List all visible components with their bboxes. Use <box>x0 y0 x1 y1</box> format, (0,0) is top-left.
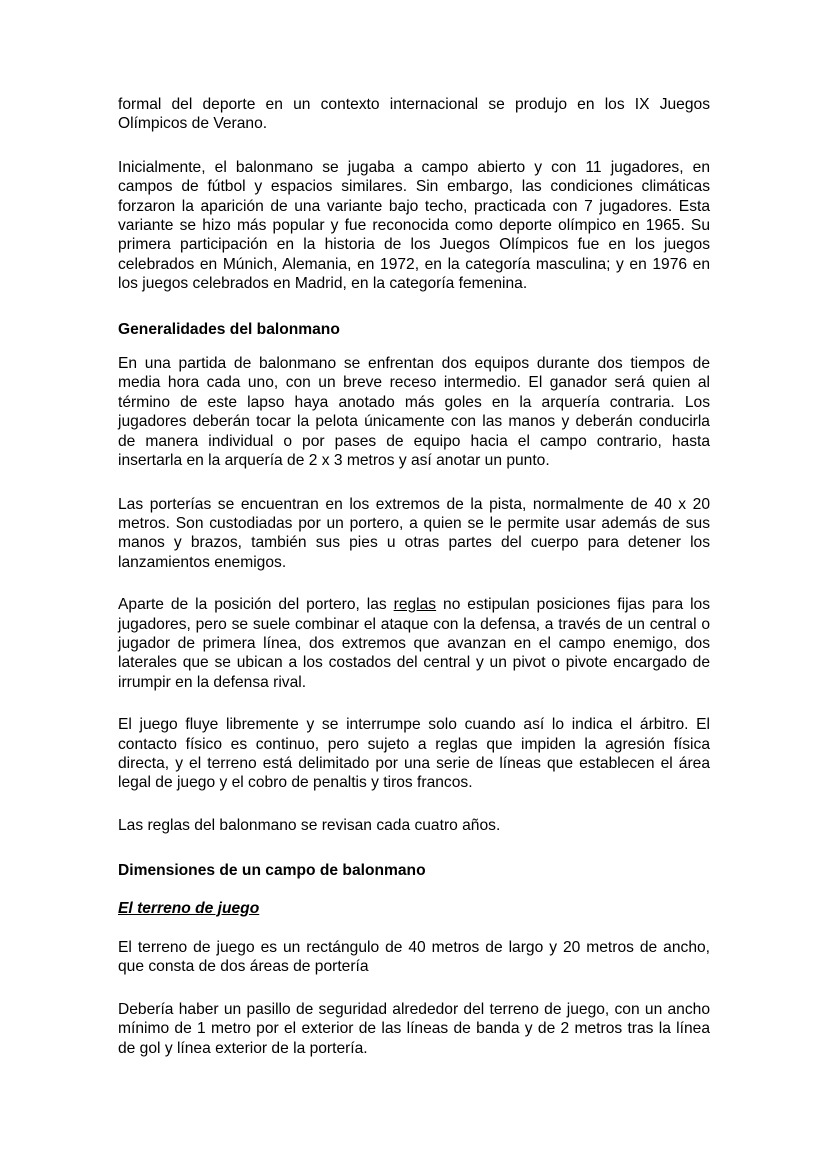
paragraph-game-flow: El juego fluye libremente y se interrumpe solo cuando así lo indica el árbitro. El contacto físico es continuo, pero sujeto a reglas que impiden la agresión física directa, y el terreno está delimitado por una serie de líneas que establecen el área legal de juego y el cobro de penaltis y tiros francos. <box>118 716 710 792</box>
heading-dimensiones: Dimensiones de un campo de balonmano <box>118 862 426 880</box>
positions-text-end: no estipulan posiciones fijas para los jugadores, pero se suele combinar el ataque con la defensa, a través de un central o jugador de primera línea, dos extremos que avanzan en el campo enemigo, dos laterales que se ubican a los costados del central y un pivot o pivote encargado de irrumpir en la defensa rival. <box>118 596 710 691</box>
paragraph-positions <box>118 595 710 692</box>
paragraph-rules-review: Las reglas del balonmano se revisan cada cuatro años. <box>118 816 501 834</box>
paragraph-safety-corridor: Debería haber un pasillo de seguridad alrededor del terreno de juego, con un ancho mínimo de 1 metro por el exterior de las líneas de banda y de 2 metros tras la línea de gol y línea exterior de la portería. <box>118 1000 710 1057</box>
paragraph-goals: Las porterías se encuentran en los extremos de la pista, normalmente de 40 x 20 metros. Son custodiadas por un portero, a quien se le permite usar además de sus manos y brazos, también sus pies u otras partes del cuerpo para detener los lanzamientos enemigos. <box>118 495 710 571</box>
heading-generalidades: Generalidades del balonmano <box>118 320 340 338</box>
positions-text-start: Aparte de la posición del portero, las <box>118 596 394 614</box>
paragraph-field-size: El terreno de juego es un rectángulo de 40 metros de largo y 20 metros de ancho, que consta de dos áreas de portería <box>118 939 710 976</box>
heading-terreno-de-juego: El terreno de juego <box>118 899 260 917</box>
paragraph-history: Inicialmente, el balonmano se jugaba a campo abierto y con 11 jugadores, en campos de fútbol y espacios similares. Sin embargo, las condiciones climáticas forzaron la aparición de una variante bajo techo, practicada con 7 jugadores. Esta variante se hizo más popular y fue reconocida como deporte olímpico en 1965. Su primera participación en la historia de los Juegos Olímpicos fue en los juegos celebrados en Múnich, Alemania, en 1972, en la categoría masculina; y en 1976 en los juegos celebrados en Madrid, en la categoría femenina. <box>118 158 710 293</box>
reglas-link[interactable]: reglas <box>393 596 437 614</box>
paragraph-olympic-intro: formal del deporte en un contexto internacional se produjo en los IX Juegos Olímpicos de Verano. <box>118 96 710 133</box>
paragraph-match-overview: En una partida de balonmano se enfrentan dos equipos durante dos tiempos de media hora cada uno, con un breve receso intermedio. El ganador será quien al término de este lapso haya anotado más goles en la arquería contraria. Los jugadores deberán tocar la pelota únicamente con las manos y deberán conducirla de manera individual o por pases de equipo hacia el campo contrario, hasta insertarla en la arquería de 2 x 3 metros y así anotar un punto. <box>118 355 710 470</box>
